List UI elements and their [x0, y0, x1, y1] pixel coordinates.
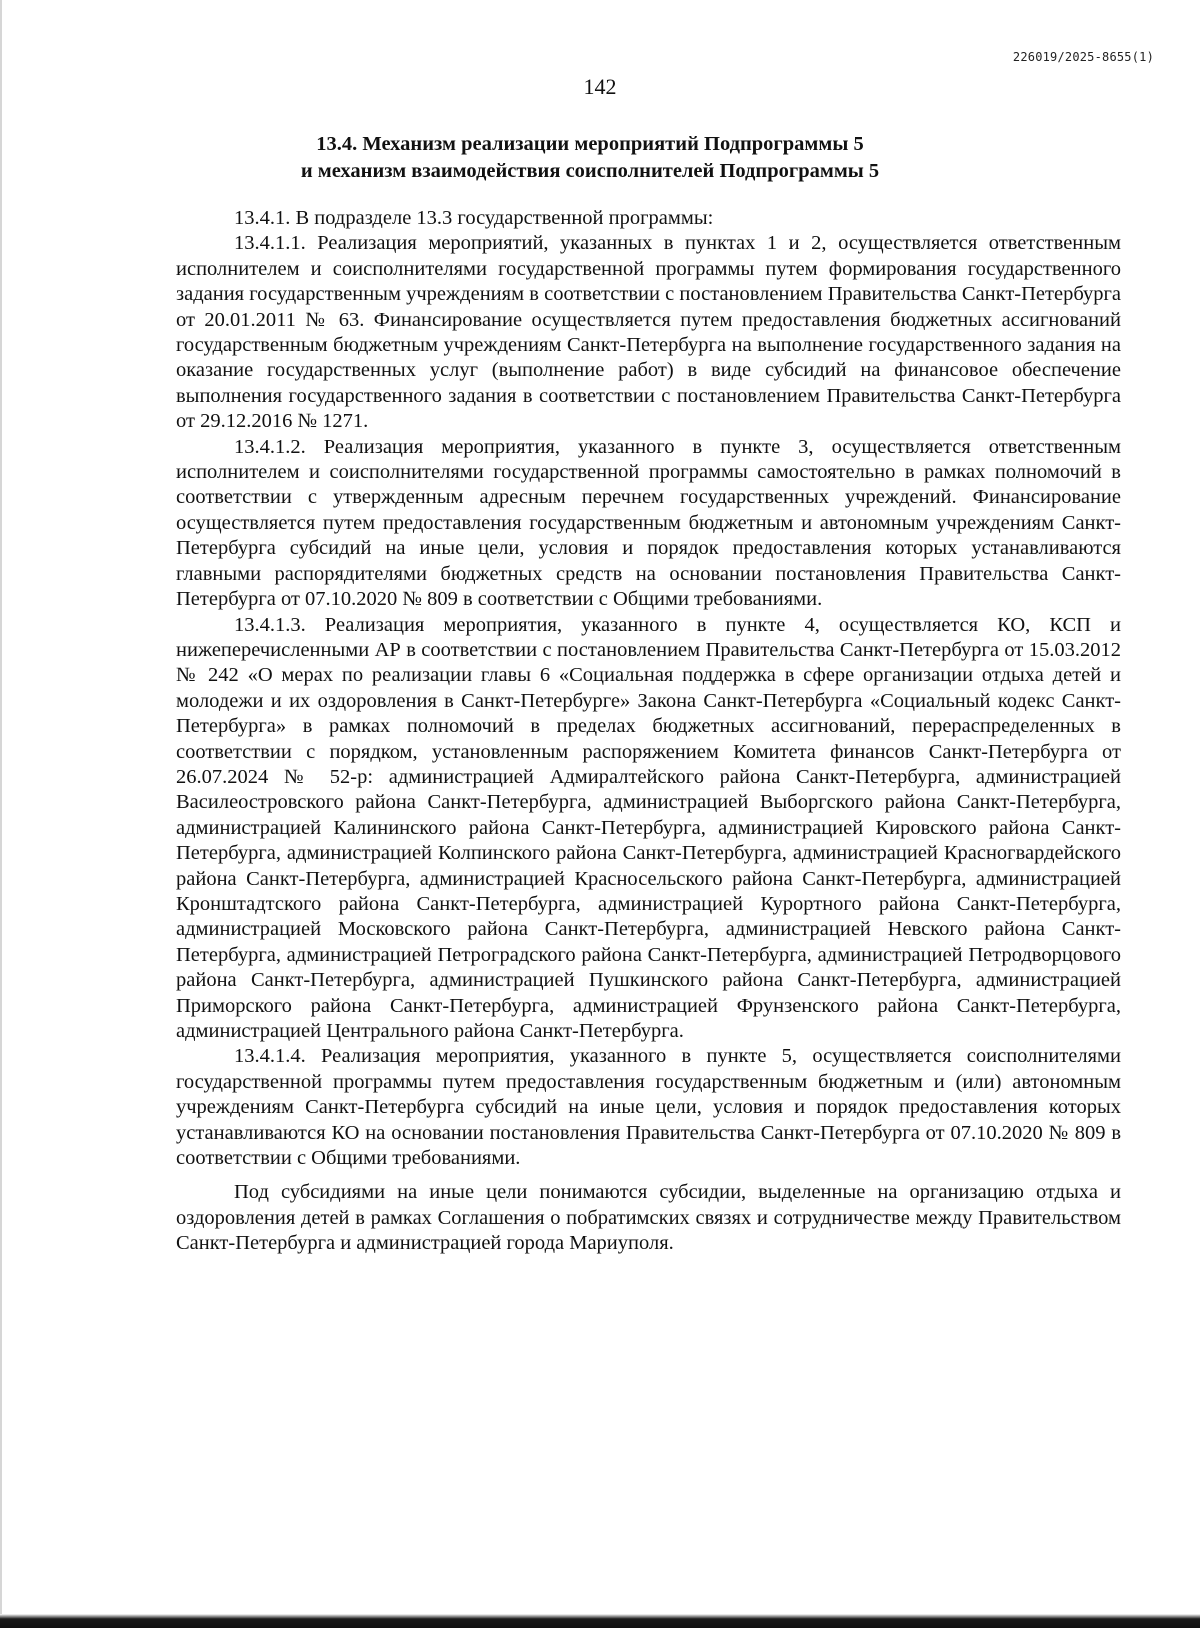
- paragraph-13-4-1-1: 13.4.1.1. Реализация мероприятий, указанных в пунктах 1 и 2, осуществляется ответственным исполнителем и соисполнителями государственной программы путем формирования государственного задания государственным учреждениям в соответствии с постановлением Правительства Санкт-Петербурга от 20.01.2011 № 63. Финансирование осуществляется путем предоставления бюджетных ассигнований государственным бюджетным учреждениям Санкт-Петербурга на выполнение государственного задания на оказание государственных услуг (выполнение работ) в виде субсидий на финансовое обеспечение выполнения государственного задания в соответствии с постановлением Правительства Санкт-Петербурга от 29.12.2016 № 1271.: [176, 232, 1121, 433]
- paragraph-13-4-1: 13.4.1. В подразделе 13.3 государственной программы:: [234, 207, 714, 229]
- document-registration-number: 226019/2025-8655(1): [1012, 50, 1154, 64]
- section-title: [150, 131, 1030, 185]
- paragraph-subsidies-note: Под субсидиями на иные цели понимаются субсидии, выделенные на организацию отдыха и оздоровления детей в рамках Соглашения о побратимских связях и сотрудничестве между Правительством Санкт-Петербурга и администрацией города Мариуполя.: [176, 1181, 1121, 1255]
- section-title-line-2: и механизм взаимодействия соисполнителей Подпрограммы 5: [300, 160, 880, 182]
- page-number: 142: [583, 74, 617, 99]
- scan-bottom-edge: [0, 1614, 1200, 1628]
- scan-edge-line: [0, 0, 2, 1628]
- paragraph-13-4-1-3: 13.4.1.3. Реализация мероприятия, указанного в пункте 4, осуществляется КО, КСП и нижеперечисленными АР в соответствии с постановлением Правительства Санкт-Петербурга от 15.03.2012 № 242 «О мерах по реализации главы 6 «Социальная поддержка в сфере организации отдыха детей и молодежи и их оздоровления в Санкт-Петербурге» Закона Санкт-Петербурга «Социальный кодекс Санкт-Петербурга» в рамках полномочий в пределах бюджетных ассигнований, перераспределенных в соответствии с порядком, установленным распоряжением Комитета финансов Санкт-Петербурга от 26.07.2024 № 52-р: администрацией Адмиралтейского района Санкт-Петербурга, администрацией Василеостровского района Санкт-Петербурга, администрацией Выборгского района Санкт-Петербурга, администрацией Калининского района Санкт-Петербурга, администрацией Кировского района Санкт-Петербурга, администрацией Колпинского района Санкт-Петербурга, администрацией Красногвардейского района Санкт-Петербурга, администрацией Красносельского района Санкт-Петербурга, администрацией Кронштадтского района Санкт-Петербурга, администрацией Курортного района Санкт-Петербурга, администрацией Московского района Санкт-Петербурга, администрацией Невского района Санкт-Петербурга, администрацией Петроградского района Санкт-Петербурга, администрацией Петродворцового района Санкт-Петербурга, администрацией Пушкинского района Санкт-Петербурга, администрацией Приморского района Санкт-Петербурга, администрацией Фрунзенского района Санкт-Петербурга, администрацией Центрального района Санкт-Петербурга.: [176, 613, 1121, 1042]
- document-body: [176, 206, 1121, 1257]
- paragraph-13-4-1-2: 13.4.1.2. Реализация мероприятия, указанного в пункте 3, осуществляется ответственным исполнителем и соисполнителями государственной программы самостоятельно в рамках полномочий в соответствии с утвержденным адресным перечнем государственных учреждений. Финансирование осуществляется путем предоставления государственным бюджетным и автономным учреждениям Санкт-Петербурга субсидий на иные цели, условия и порядок предоставления которых устанавливаются главными распорядителями бюджетных средств на основании постановления Правительства Санкт-Петербурга от 07.10.2020 № 809 в соответствии с Общими требованиями.: [176, 435, 1121, 611]
- section-title-line-1: 13.4. Механизм реализации мероприятий Подпрограммы 5: [316, 133, 864, 155]
- paragraph-13-4-1-4: 13.4.1.4. Реализация мероприятия, указанного в пункте 5, осуществляется соисполнителями государственной программы путем предоставления государственным бюджетным и (или) автономным учреждениям Санкт-Петербурга субсидий на иные цели, условия и порядок предоставления которых устанавливаются КО на основании постановления Правительства Санкт-Петербурга от 07.10.2020 № 809 в соответствии с Общими требованиями.: [176, 1045, 1121, 1170]
